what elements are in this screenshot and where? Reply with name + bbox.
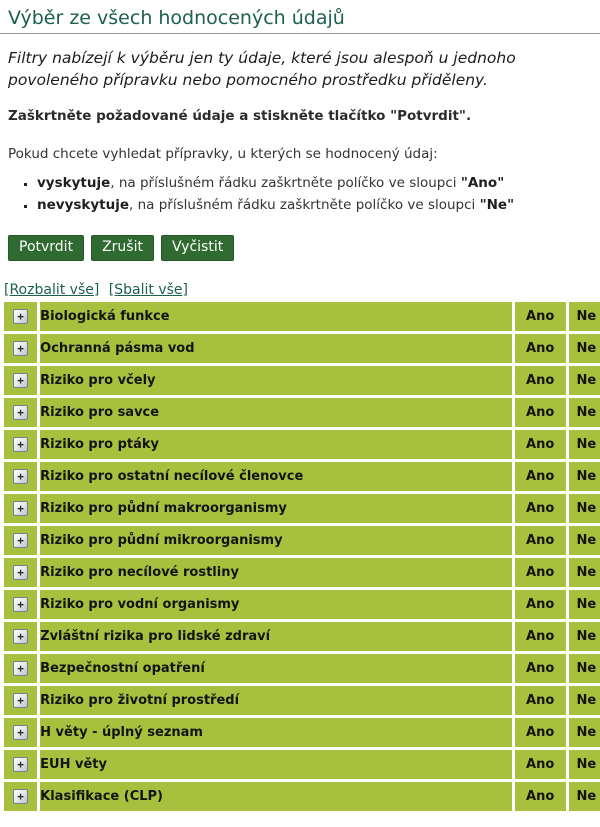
bullet-item-occurs: [37, 175, 592, 191]
filter-table: [1, 299, 600, 814]
bullet-quoted-text: "Ne": [479, 197, 515, 213]
expand-plus-icon[interactable]: +: [13, 533, 28, 548]
expand-plus-icon[interactable]: +: [13, 437, 28, 452]
expand-cell: [4, 686, 37, 715]
row-label: Klasifikace (CLP): [40, 782, 511, 811]
table-row: [4, 622, 600, 651]
expand-plus-icon[interactable]: +: [13, 565, 28, 580]
no-cell: Ne: [569, 462, 600, 491]
table-row: [4, 558, 600, 587]
no-cell: Ne: [569, 654, 600, 683]
yes-cell: Ano: [515, 750, 566, 779]
expand-cell: [4, 366, 37, 395]
table-row: [4, 590, 600, 619]
no-cell: Ne: [569, 430, 600, 459]
yes-cell: Ano: [515, 398, 566, 427]
expand-plus-icon[interactable]: +: [13, 789, 28, 804]
instruction-paragraph: Zaškrtněte požadované údaje a stiskněte tlačítko "Potvrdit".: [8, 108, 472, 124]
no-cell: Ne: [569, 398, 600, 427]
expand-plus-icon[interactable]: +: [13, 469, 28, 484]
expand-plus-icon[interactable]: +: [13, 373, 28, 388]
hint-paragraph: Pokud chcete vyhledat přípravky, u kterých se hodnocený údaj:: [8, 146, 438, 162]
bullet-rest-text: , na příslušném řádku zaškrtněte políčko ve sloupci: [129, 197, 480, 213]
table-row: [4, 398, 600, 427]
row-label: Zvláštní rizika pro lidské zdraví: [40, 622, 511, 651]
expand-plus-icon[interactable]: +: [13, 405, 28, 420]
no-cell: Ne: [569, 590, 600, 619]
expand-cell: [4, 782, 37, 811]
row-label: Riziko pro necílové rostliny: [40, 558, 511, 587]
expand-collapse-links: [4, 282, 592, 298]
row-label: Riziko pro ostatní necílové členovce: [40, 462, 511, 491]
bullet-bold-text: nevyskytuje: [37, 197, 130, 213]
expand-cell: [4, 430, 37, 459]
yes-cell: Ano: [515, 462, 566, 491]
expand-cell: [4, 558, 37, 587]
expand-cell: [4, 590, 37, 619]
row-label: Ochranná pásma vod: [40, 334, 511, 363]
table-row: [4, 430, 600, 459]
confirm-button[interactable]: Potvrdit: [8, 235, 84, 261]
table-row: [4, 750, 600, 779]
expand-plus-icon[interactable]: +: [13, 693, 28, 708]
yes-cell: Ano: [515, 686, 566, 715]
intro-paragraph: Filtry nabízejí k výběru jen ty údaje, které jsou alespoň u jednoho povoleného přípravku nebo pomocného prostředku přiděleny.: [8, 49, 516, 89]
no-cell: Ne: [569, 622, 600, 651]
table-row: [4, 302, 600, 331]
table-row: [4, 526, 600, 555]
expand-cell: [4, 750, 37, 779]
row-label: Riziko pro vodní organismy: [40, 590, 511, 619]
filter-table-body: [4, 302, 600, 811]
expand-cell: [4, 526, 37, 555]
yes-cell: Ano: [515, 526, 566, 555]
row-label: Riziko pro savce: [40, 398, 511, 427]
bullet-bold-text: vyskytuje: [37, 175, 111, 191]
yes-cell: Ano: [515, 622, 566, 651]
yes-cell: Ano: [515, 718, 566, 747]
no-cell: Ne: [569, 334, 600, 363]
expand-plus-icon[interactable]: +: [13, 501, 28, 516]
no-cell: Ne: [569, 558, 600, 587]
expand-plus-icon[interactable]: +: [13, 629, 28, 644]
row-label: H věty - úplný seznam: [40, 718, 511, 747]
bullet-item-not-occurs: [37, 197, 592, 213]
expand-plus-icon[interactable]: +: [13, 661, 28, 676]
yes-cell: Ano: [515, 430, 566, 459]
button-toolbar: [8, 235, 592, 261]
expand-cell: [4, 654, 37, 683]
table-row: [4, 654, 600, 683]
row-label: Riziko pro včely: [40, 366, 511, 395]
no-cell: Ne: [569, 750, 600, 779]
bullet-quoted-text: "Ano": [460, 175, 505, 191]
yes-cell: Ano: [515, 334, 566, 363]
expand-all-link[interactable]: [Rozbalit vše]: [4, 282, 100, 298]
bullet-rest-text: , na příslušném řádku zaškrtněte políčko ve sloupci: [110, 175, 461, 191]
expand-cell: [4, 398, 37, 427]
expand-cell: [4, 622, 37, 651]
table-row: [4, 494, 600, 523]
row-label: EUH věty: [40, 750, 511, 779]
yes-cell: Ano: [515, 366, 566, 395]
no-cell: Ne: [569, 302, 600, 331]
no-cell: Ne: [569, 526, 600, 555]
no-cell: Ne: [569, 686, 600, 715]
row-label: Riziko pro půdní mikroorganismy: [40, 526, 511, 555]
collapse-all-link[interactable]: [Sbalit vše]: [108, 282, 188, 298]
no-cell: Ne: [569, 366, 600, 395]
content: [0, 47, 600, 814]
yes-cell: Ano: [515, 590, 566, 619]
yes-cell: Ano: [515, 654, 566, 683]
row-label: Bezpečnostní opatření: [40, 654, 511, 683]
expand-plus-icon[interactable]: +: [13, 341, 28, 356]
row-label: Riziko pro životní prostředí: [40, 686, 511, 715]
expand-cell: [4, 494, 37, 523]
yes-cell: Ano: [515, 558, 566, 587]
table-row: [4, 462, 600, 491]
yes-cell: Ano: [515, 494, 566, 523]
cancel-button[interactable]: Zrušit: [91, 235, 154, 261]
expand-plus-icon[interactable]: +: [13, 309, 28, 324]
clear-button[interactable]: Vyčistit: [161, 235, 234, 261]
table-row: [4, 718, 600, 747]
table-row: [4, 366, 600, 395]
expand-plus-icon[interactable]: +: [13, 597, 28, 612]
page-header: [0, 0, 600, 34]
expand-plus-icon[interactable]: +: [13, 725, 28, 740]
row-label: Biologická funkce: [40, 302, 511, 331]
row-label: Riziko pro půdní makroorganismy: [40, 494, 511, 523]
expand-cell: [4, 302, 37, 331]
table-row: [4, 782, 600, 811]
table-row: [4, 686, 600, 715]
yes-cell: Ano: [515, 302, 566, 331]
yes-cell: Ano: [515, 782, 566, 811]
page-title: Výběr ze všech hodnocených údajů: [8, 7, 345, 29]
no-cell: Ne: [569, 782, 600, 811]
no-cell: Ne: [569, 494, 600, 523]
expand-cell: [4, 718, 37, 747]
expand-plus-icon[interactable]: +: [13, 757, 28, 772]
table-row: [4, 334, 600, 363]
row-label: Riziko pro ptáky: [40, 430, 511, 459]
bullet-list: [8, 175, 592, 213]
no-cell: Ne: [569, 718, 600, 747]
expand-cell: [4, 462, 37, 491]
expand-cell: [4, 334, 37, 363]
